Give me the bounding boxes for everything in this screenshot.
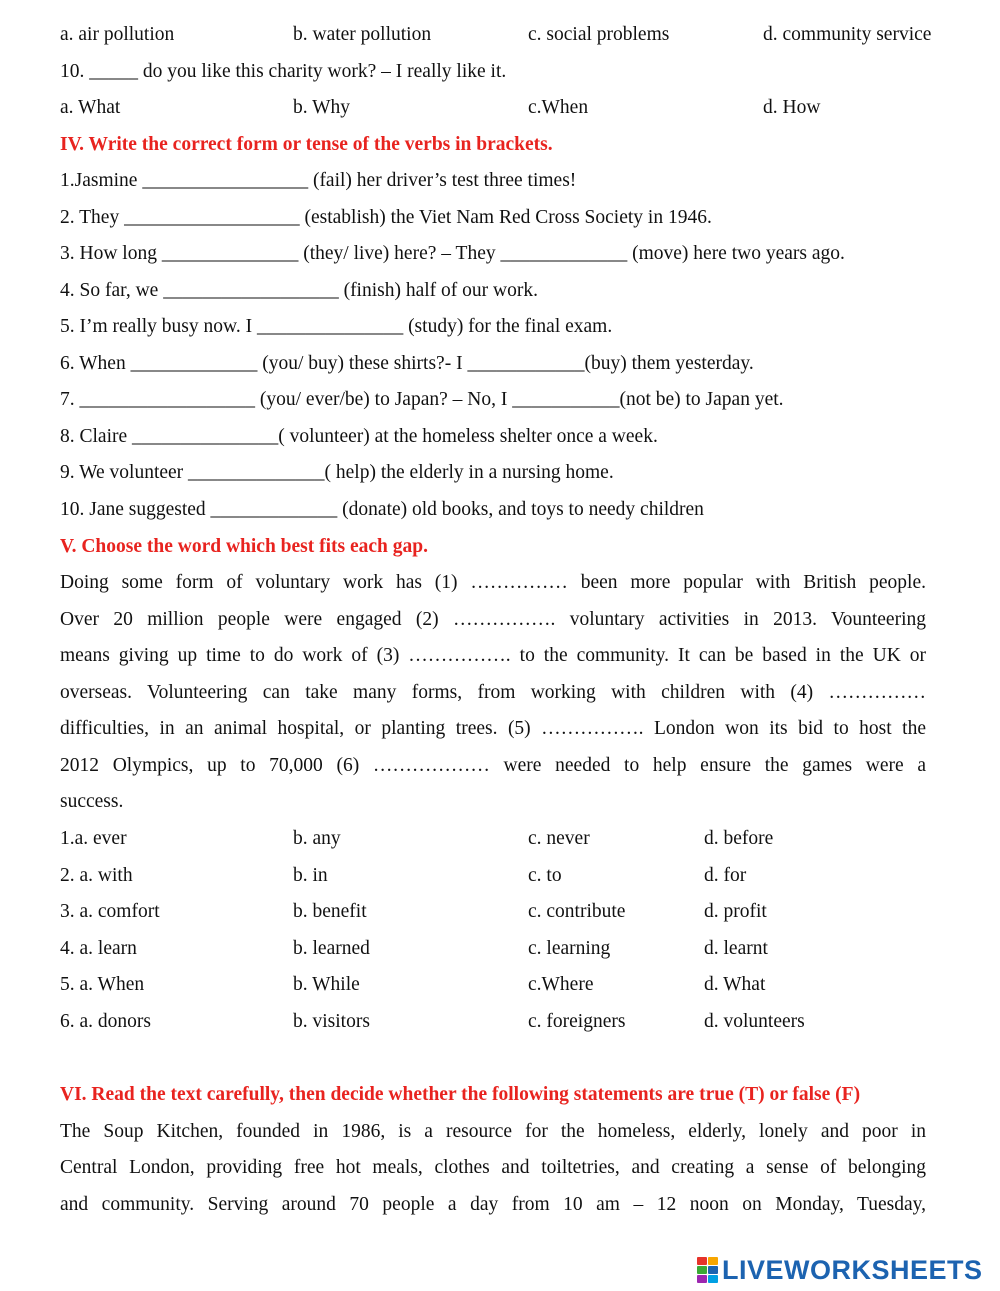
gap-options-row-5 [60, 972, 926, 998]
logo-square [708, 1275, 718, 1283]
option-d: d. learnt [704, 938, 768, 959]
option-d: d. What [704, 974, 766, 995]
passage-line: and community. Serving around 70 people a day from 10 am – 12 noon on Monday, Tuesday, [60, 1194, 926, 1215]
passage-line-last: success. [60, 791, 124, 812]
option-a: 2. a. with [60, 865, 133, 886]
section-6-heading: VI. Read the text carefully, then decide whether the following statements are true (T) or false (F) [60, 1084, 861, 1105]
option-a: a. air pollution [60, 24, 175, 45]
option-b: b. While [293, 974, 360, 995]
q9-options-row [60, 22, 932, 48]
passage-line: overseas. Volunteering can take many forms, from working with children with (4) …………… [60, 682, 926, 703]
option-c: c. learning [528, 938, 611, 959]
option-b: b. Why [293, 97, 351, 118]
option-c: c. contribute [528, 901, 626, 922]
verb-item-7: 7. __________________ (you/ ever/be) to Japan? – No, I ___________(not be) to Japan yet. [60, 389, 784, 410]
option-d: d. for [704, 865, 747, 886]
option-b: b. learned [293, 938, 370, 959]
gap-options-row-1 [60, 826, 926, 852]
gap-options-row-3 [60, 899, 926, 925]
option-a: 5. a. When [60, 974, 145, 995]
gap-options-row-6 [60, 1009, 926, 1035]
verb-item-6: 6. When _____________ (you/ buy) these shirts?- I ____________(buy) them yesterday. [60, 353, 754, 374]
logo-wordmark: LIVEWORKSHEETS [722, 1254, 983, 1285]
logo-square [697, 1275, 707, 1283]
logo-square [697, 1257, 707, 1265]
liveworksheets-logo[interactable] [697, 1254, 997, 1286]
option-d: d. How [763, 97, 821, 118]
q10-stem: 10. _____ do you like this charity work? – I really like it. [60, 61, 507, 82]
passage-line: 2012 Olympics, up to 70,000 (6) ……………… were needed to help ensure the games were a [60, 755, 926, 776]
option-c: c. to [528, 865, 562, 886]
option-a: 4. a. learn [60, 938, 137, 959]
option-c: c.When [528, 97, 589, 118]
logo-square [708, 1257, 718, 1265]
passage-line: Central London, providing free hot meals, clothes and toiltetries, and creating a sense of belonging [60, 1157, 926, 1178]
logo-square [708, 1266, 718, 1274]
passage-line: The Soup Kitchen, founded in 1986, is a resource for the homeless, elderly, lonely and poor in [60, 1121, 926, 1142]
q10-options-row [60, 95, 926, 121]
passage-line: difficulties, in an animal hospital, or planting trees. (5) ……………. London won its bid to host the [60, 718, 926, 739]
option-d: d. volunteers [704, 1011, 805, 1032]
option-c: c. foreigners [528, 1011, 626, 1032]
option-c: c. never [528, 828, 590, 849]
option-b: b. visitors [293, 1011, 370, 1032]
verb-item-9: 9. We volunteer ______________( help) the elderly in a nursing home. [60, 462, 614, 483]
verb-item-3: 3. How long ______________ (they/ live) here? – They _____________ (move) here two years ago. [60, 243, 845, 264]
logo-mark-icon [697, 1257, 718, 1283]
verb-item-10: 10. Jane suggested _____________ (donate) old books, and toys to needy children [60, 499, 704, 520]
option-c: c. social problems [528, 24, 670, 45]
verb-item-4: 4. So far, we __________________ (finish) half of our work. [60, 280, 538, 301]
verb-item-5: 5. I’m really busy now. I _______________ (study) for the final exam. [60, 316, 613, 337]
passage-line: Doing some form of voluntary work has (1) …………… been more popular with British people. [60, 572, 926, 593]
option-d: d. community service [763, 24, 932, 45]
passage-line: Over 20 million people were engaged (2) ……………. voluntary activities in 2013. Vounteering [60, 609, 926, 630]
verb-item-2: 2. They __________________ (establish) the Viet Nam Red Cross Society in 1946. [60, 207, 712, 228]
section-5-heading: V. Choose the word which best fits each gap. [60, 536, 428, 557]
option-a: a. What [60, 97, 121, 118]
option-a: 3. a. comfort [60, 901, 160, 922]
option-a: 1.a. ever [60, 828, 127, 849]
gap-options-row-2 [60, 863, 926, 889]
option-b: b. benefit [293, 901, 367, 922]
verb-item-1: 1.Jasmine _________________ (fail) her driver’s test three times! [60, 170, 577, 191]
option-c: c.Where [528, 974, 594, 995]
option-d: d. before [704, 828, 774, 849]
option-a: 6. a. donors [60, 1011, 151, 1032]
verb-item-8: 8. Claire _______________( volunteer) at the homeless shelter once a week. [60, 426, 658, 447]
logo-square [697, 1266, 707, 1274]
gap-options-row-4 [60, 936, 926, 962]
passage-line: means giving up time to do work of (3) ……………. to the community. It can be based in the UK or [60, 645, 926, 666]
option-d: d. profit [704, 901, 767, 922]
option-b: b. any [293, 828, 341, 849]
option-b: b. water pollution [293, 24, 432, 45]
option-b: b. in [293, 865, 328, 886]
section-4-heading: IV. Write the correct form or tense of the verbs in brackets. [60, 134, 553, 155]
